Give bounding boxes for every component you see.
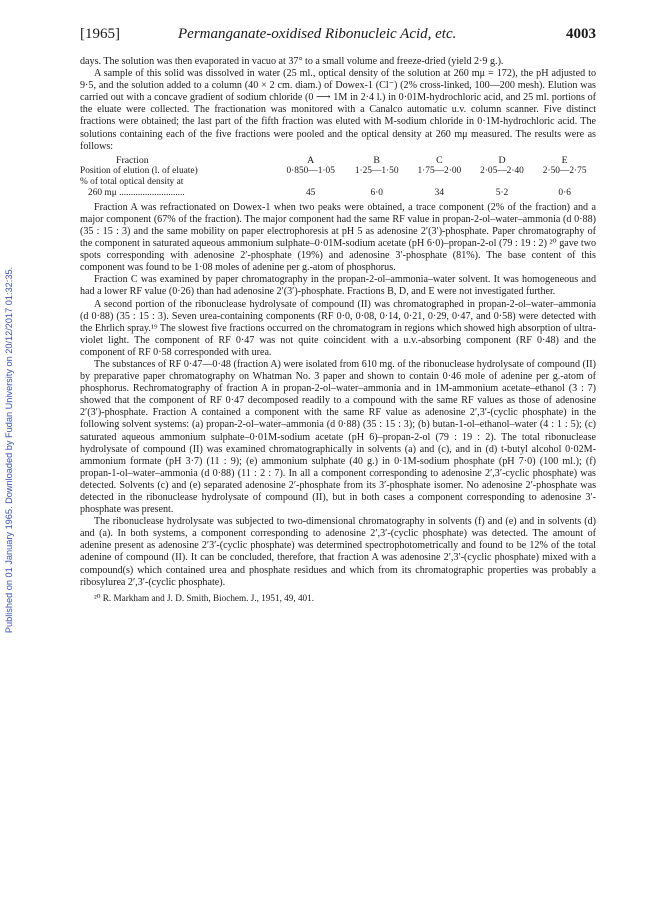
fraction-table-row	[80, 188, 596, 199]
fraction-table-header	[80, 155, 596, 166]
fraction-col: D	[498, 154, 506, 166]
article-body	[80, 56, 596, 604]
paragraph-fraction-c: Fraction C was examined by paper chromatography in the propan-2-ol–ammonia–water solvent. It was homogeneous and had a lower RF value (0·26) than had adenosine 2′(3′)-phosphate. Fractions B, D, and E were not investigated further.	[80, 274, 596, 298]
paragraph-continued: days. The solution was then evaporated in vacuo at 37° to a small volume and freeze-dried (yield 2·9 g.).	[80, 56, 504, 67]
paragraph-two-dimensional: The ribonuclease hydrolysate was subjected to two-dimensional chromatography in solvents (f) and (e) and in solvents (d) and (a). In both systems, a component corresponding to adenosine 2′,3′-(cyclic phosphate) was detected. The amount of adenine present as adenosine 2′3′-(cyclic phosphate) was determined spectrophotometrically and found to be 12% of the total adenine of compound (II). It can be concluded, therefore, that fraction A was adenosine 2′,3′-(cyclic phosphate) mixed with a compound(s) which contained urea and phosphate residues and which from its chromatographic properties was probably a ribosylurea 2′,3′-(cyclic phosphate).	[80, 516, 596, 588]
fraction-col: C	[436, 154, 443, 166]
page-number: 4003	[566, 26, 596, 42]
fraction-col: E	[561, 154, 568, 166]
table-cell: 0·850—1·05	[286, 165, 335, 176]
row-label: % of total optical density at	[80, 176, 184, 187]
fraction-header-label: Fraction	[116, 154, 149, 166]
paragraph-substances: The substances of RF 0·47—0·48 (fraction A) were isolated from 610 mg. of the ribonuclease hydrolysate of compound (II) by preparative paper chromatography on Whatman No. 3 paper and shown to contain 0·46 mole of adenine per g.-atom of phosphorus. Rechromatography of fraction A in propan-2-ol–water–ammonia and in 1M-ammonium acetate–ethanol (3 : 7) showed that the component of RF 0·47 decomposed readily to a compound with the same RF values as those of adenosine 2′(3′)-phosphate. Fraction A contained a component with the same RF value as adenosine 2′,3′-(cyclic phosphate) in the following solvent systems: (a) propan-2-ol–water–ammonia (d 0·88) (35 : 15 : 3); (b) butan-1-ol–ethanol–water (4 : 1 : 5); (c) saturated aqueous ammonium sulphate–0·01M-sodium acetate (pH 6)–propan-2-ol (79 : 19 : 2). The total ribonuclease hydrolysate of compound (II) was examined chromatographically in solvents (a) and (c), and in (d) t-butyl alcohol 0·02M-ammonium formate (pH 3·7) (11 : 9); (e) ammonium sulphate (40 g.) in 0·1M-sodium phosphate (pH 7·0) (100 ml.); (f) propan-1-ol–water–ammonia (d 0·88) (11 : 2 : 7). In all a component corresponding to adenosine 2′,3′-cyclic phosphate) was detected. Solvents (c) and (e) separated adenosine 2′-phosphate from its 3′-phosphate isomer. No adenosine 2′-phosphate was detected in the ribonuclease hydrolysate of compound (II), but in both cases a component corresponding to adenosine 3′-phosphate was present.	[80, 358, 596, 516]
header-title: Permanganate-oxidised Ribonucleic Acid, etc.	[178, 26, 457, 42]
fraction-table-row	[80, 166, 596, 177]
fraction-table-row	[80, 177, 596, 188]
table-cell: 5·2	[495, 187, 509, 198]
download-watermark-text: Published on 01 January 1965. Downloaded by Fudan University on 20/12/2017 01:32:35.	[4, 266, 14, 634]
fraction-table	[80, 155, 596, 199]
fraction-col: B	[373, 154, 380, 166]
table-cell: 45	[305, 187, 316, 198]
paragraph-elution: A sample of this solid was dissolved in water (25 ml., optical density of the solution at 260 mμ = 172), the pH adjusted to 9·5, and the solution added to a column (40 × 2 cm. diam.) of Dowex-1 (Cl⁻) (2% cross-linked, 100—200 mesh). Elution was carried out with a concave gradient of sodium chloride (0 ⟶ 1M in 2·4 l.) in 0·01M-hydrochloric acid, and 25 ml. portions of the eluate were collected. The fractionation was monitored with a Canalco automatic u.v. column scanner. Five distinct fractions were obtained; the last part of the fifth fraction was eluted with M-sodium chloride in 0·1M-hydrochloric acid. The solutions containing each of the five fractions were pooled and the optical density at 260 mμ measured. The results were as follows:	[80, 68, 596, 152]
fraction-col: A	[307, 154, 315, 166]
table-cell: 1·75—2·00	[417, 165, 462, 176]
table-cell: 6·0	[370, 187, 383, 198]
table-cell: 34	[434, 187, 445, 198]
paragraph-second-portion: A second portion of the ribonuclease hydrolysate of compound (II) was chromatographed in propan-2-ol–water–ammonia (d 0·88) (35 : 15 : 3). Seven urea-containing components (RF 0·0, 0·08, 0·14, 0·21, 0·29, 0·47, and 0·58) were detected with the Ehrlich spray.¹⁹ The slowest five fractions occurred on the chromatogram in regions which showed high absorption of ultra-violet light. The component of RF 0·47 was not quite coincident with a u.v.-absorbing component (RF 0·48) and the component of RF 0·58 corresponded with urea.	[80, 298, 596, 358]
table-cell: 2·05—2·40	[480, 165, 524, 176]
row-label: Position of elution (l. of eluate)	[80, 165, 198, 176]
table-cell: 1·25—1·50	[354, 165, 399, 176]
download-watermark	[2, 150, 16, 750]
table-cell: 2·50—2·75	[542, 165, 587, 176]
header-year: [1965]	[80, 26, 120, 42]
row-label: 260 mμ ............................	[88, 187, 185, 198]
running-header	[80, 26, 596, 46]
footnote: ²⁰ R. Markham and J. D. Smith, Biochem. J., 1951, 49, 401.	[94, 592, 315, 603]
table-cell: 0·6	[558, 187, 571, 198]
paragraph-fraction-a: Fraction A was refractionated on Dowex-1 when two peaks were obtained, a trace component (2% of the fraction) and a major component (67% of the fraction). The major component had the same RF value in propan-2-ol–water–ammonia (d 0·88) (35 : 15 : 3) and the same mobility on paper electrophoresis at pH 5 as adenosine 2′(3′)-phosphate. Paper chromatography of the component in saturated aqueous ammonium sulphate–0·01M-sodium acetate (pH 6·0)–propan-2-ol (79 : 19 : 2) ²⁰ gave two spots corresponding with adenosine 2′-phosphate (19%) and adenosine 3′-phosphate (81%). The base content of this component was found to be 1·08 moles of adenine per g.-atom of phosphorus.	[80, 201, 596, 274]
